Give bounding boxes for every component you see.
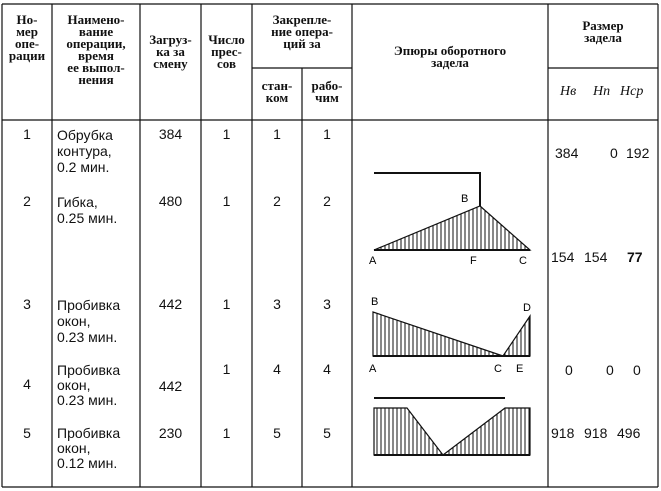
header-text: Наимено- [67,12,125,27]
size4-hv: 918 [551,425,575,441]
size2-hp: 154 [584,249,608,265]
point-d-label: D [523,302,531,314]
header-text: ее выпол- [67,60,125,75]
name-line: контура, [57,143,112,159]
row3-number: 3 [23,296,31,312]
row2-presses: 1 [222,193,231,209]
point-a-label: A [369,255,377,267]
name-line: окон, [57,377,91,393]
row3-load: 442 [158,296,183,312]
row4-presses: 1 [222,361,231,377]
row5-number: 5 [23,425,31,441]
header-text: ций за [283,36,321,51]
name-line: 0.25 мин. [57,210,118,226]
row1-presses: 1 [222,126,231,142]
header-text: время [78,48,114,63]
row5-machine: 5 [273,425,281,441]
size4-hsr: 496 [617,425,641,441]
size1-hp: 0 [610,145,618,161]
row2-number: 2 [23,193,31,209]
row4-machine: 4 [273,361,281,377]
header-text: опе- [14,36,40,51]
row3-worker: 3 [323,296,331,312]
hatched-area [374,408,443,455]
header-text: операции, [66,36,126,51]
row5-worker: 5 [323,425,331,441]
header-text: стан- [261,78,293,93]
row4-load: 442 [158,378,183,394]
point-e-label: E [516,363,524,375]
row1-load: 384 [158,126,183,142]
header-h-v: Нв [560,84,577,99]
size2-hv: 154 [551,249,575,265]
header-text: нения [78,72,114,87]
hatched-area [503,316,530,356]
row2-load: 480 [158,193,183,209]
hatched-area [443,408,530,455]
diagram-ops-3-4 [369,296,531,375]
header-text: Закрепле- [272,12,332,27]
size3-hv: 0 [565,362,573,378]
header-text: прес- [211,44,242,59]
row5-load: 230 [158,425,183,441]
name-line: окон, [57,440,91,456]
size3-hsr: 0 [633,362,641,378]
point-c-label: C [494,363,502,375]
header-text: задела [584,30,622,45]
name-line: Пробивка [57,297,121,313]
name-line: окон, [57,313,91,329]
name-line: 0.2 мин. [57,159,110,175]
size1-hsr: 192 [626,145,650,161]
header-text: ка за [156,44,185,59]
header-text: Размер [582,18,624,33]
name-line: Гибка, [57,194,98,210]
size3-hp: 0 [606,362,614,378]
name-line: 0.23 мин. [57,329,118,345]
diagram-ops-1-2 [369,173,530,267]
header-text: задела [431,55,469,70]
hatched-area [373,312,503,356]
header-text: сов [217,56,236,71]
header-text: ние опера- [271,24,333,39]
row3-machine: 3 [273,296,281,312]
name-line: Пробивка [57,362,121,378]
size4-hp: 918 [584,425,608,441]
header-text: мер [16,24,38,39]
point-b-label: B [371,296,379,308]
point-f-label: F [470,255,477,267]
point-a-label: A [369,363,377,375]
header-h-p: Нп [593,84,611,99]
row2-worker: 2 [323,193,331,209]
hatched-area [374,206,530,250]
name-line: 0.23 мин. [57,392,118,408]
header-text: Эпюры оборотного [393,43,507,58]
point-c-label: C [519,255,527,267]
header-text: рабо- [311,78,343,93]
header-text: Но- [16,12,38,27]
diagram-ops-4-5 [374,398,530,455]
size1-hv: 384 [555,145,579,161]
point-b-label: B [461,193,469,205]
row4-number: 4 [23,376,31,392]
header-h-sr: Нср [620,84,644,99]
row1-machine: 1 [273,126,281,142]
name-line: 0.12 мин. [57,455,118,471]
header-text: вание [78,24,114,39]
header-text: ком [265,90,289,105]
header-text: Загруз- [149,32,192,47]
header-text: Число [208,32,245,47]
row4-worker: 4 [323,361,331,377]
header-text: смену [153,56,188,71]
header-text: чим [315,90,339,105]
row3-presses: 1 [222,296,231,312]
row2-machine: 2 [273,193,281,209]
size2-hsr: 77 [627,249,643,265]
row5-presses: 1 [222,425,231,441]
row1-number: 1 [23,126,31,142]
header-text: рации [8,48,46,63]
row1-worker: 1 [323,126,331,142]
name-line: Обрубка [57,127,113,143]
name-line: Пробивка [57,425,121,441]
